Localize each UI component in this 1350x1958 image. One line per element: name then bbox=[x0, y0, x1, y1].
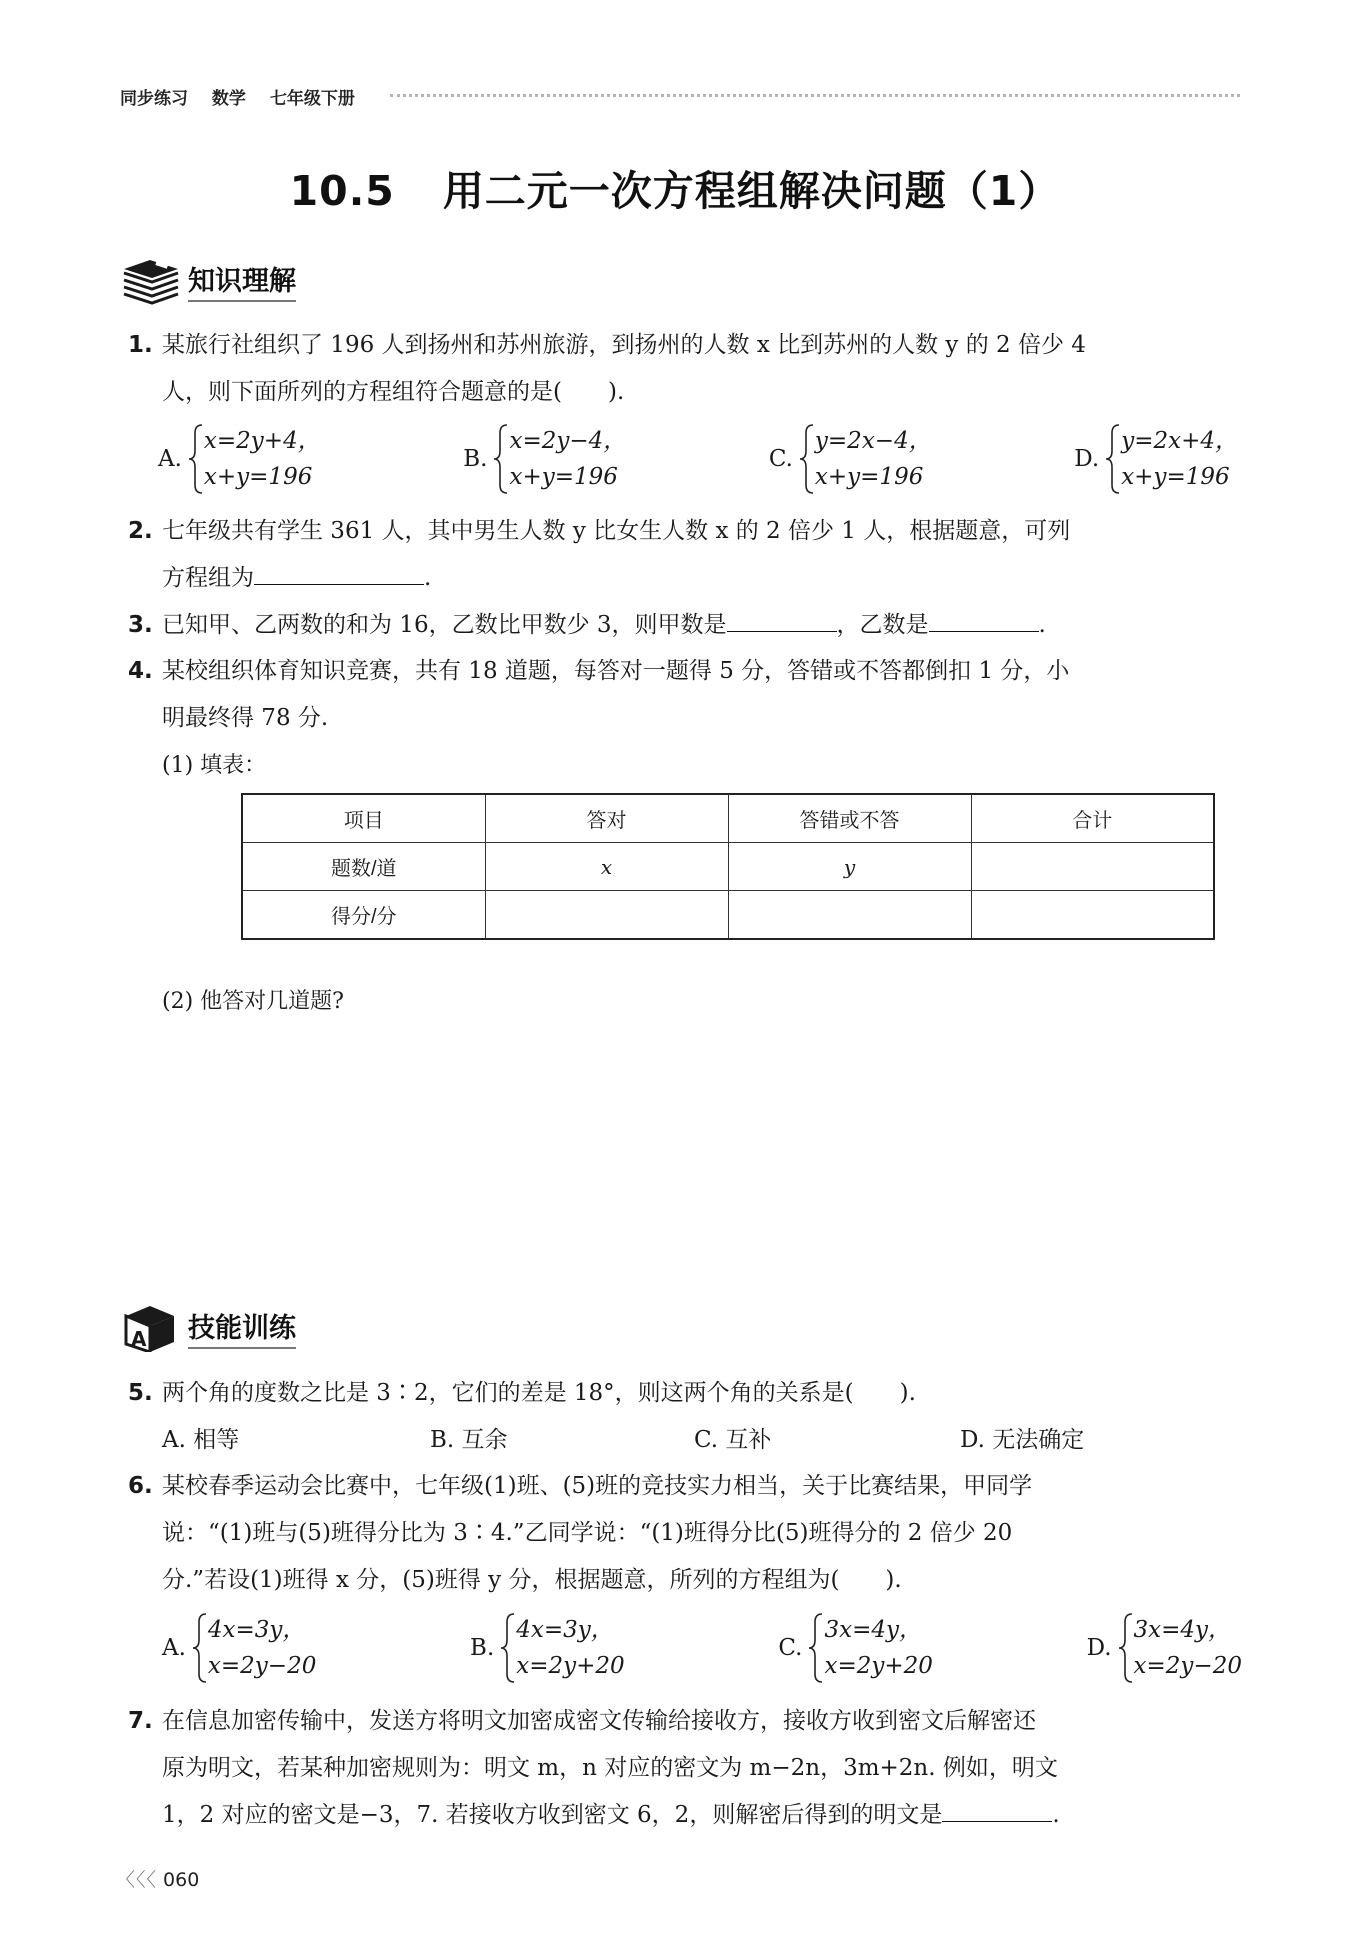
section-label-skills: 技能训练 bbox=[188, 1306, 296, 1349]
question-text: 原为明文，若某种加密规则为：明文 m，n 对应的密文为 m−2n，3m+2n. 例如，明文 bbox=[162, 1755, 1058, 1781]
question-5-options bbox=[162, 1417, 1242, 1464]
question-4 bbox=[128, 648, 1248, 789]
option-letter: B. bbox=[463, 446, 488, 472]
section-label-knowledge: 知识理解 bbox=[188, 259, 296, 302]
sub-question-1: (1) 填表： bbox=[162, 753, 267, 778]
period: . bbox=[1052, 1802, 1060, 1828]
option-letter: A. bbox=[162, 1635, 186, 1661]
chevrons-left-icon: 〈〈〈 bbox=[116, 1869, 158, 1891]
equation-2: x=2y+20 bbox=[824, 1653, 933, 1679]
table-cell: 得分/分 bbox=[242, 891, 485, 940]
equation-1: x=2y−4， bbox=[509, 428, 627, 454]
header-subject: 数学 bbox=[211, 89, 246, 109]
score-table bbox=[241, 793, 1215, 940]
question-text: 两个角的度数之比是 3∶2，它们的差是 18°，则这两个角的关系是( ). bbox=[162, 1380, 916, 1406]
question-number: 4. bbox=[128, 658, 153, 684]
option-letter: C. bbox=[778, 1635, 803, 1661]
question-text: 分.”若设(1)班得 x 分，(5)班得 y 分，根据题意，所列的方程组为( ). bbox=[162, 1567, 902, 1593]
table-cell: y bbox=[728, 843, 971, 891]
question-number: 3. bbox=[128, 612, 153, 638]
option-b[interactable] bbox=[470, 1612, 625, 1684]
question-number: 2. bbox=[128, 518, 153, 544]
answer-blank[interactable] bbox=[254, 558, 424, 585]
question-1 bbox=[128, 322, 1248, 416]
question-5 bbox=[128, 1370, 1248, 1417]
option-d[interactable] bbox=[1087, 1612, 1242, 1684]
header-grade: 七年级下册 bbox=[269, 89, 355, 109]
question-text: ，乙数是 bbox=[836, 612, 929, 638]
equation-1: y=2x+4， bbox=[1121, 428, 1238, 454]
equation-1: 3x=4y， bbox=[1133, 1617, 1232, 1643]
question-text: 在信息加密传输中，发送方将明文加密成密文传输给接收方，接收方收到密文后解密还 bbox=[162, 1708, 1036, 1734]
option-letter: D. bbox=[1074, 446, 1100, 472]
question-3 bbox=[128, 602, 1248, 649]
equation-2: x+y=196 bbox=[814, 464, 924, 490]
running-header bbox=[120, 84, 373, 109]
section-heading-skills bbox=[120, 1302, 296, 1352]
question-text: 明最终得 78 分. bbox=[162, 705, 329, 731]
equation-1: y=2x−4， bbox=[814, 428, 932, 454]
question-number: 6. bbox=[128, 1473, 153, 1499]
equation-1: 3x=4y， bbox=[824, 1617, 922, 1643]
table-cell-input[interactable] bbox=[485, 891, 728, 940]
equation-2: x+y=196 bbox=[1121, 464, 1230, 490]
table-header: 项目 bbox=[242, 794, 485, 843]
question-text: 某旅行社组织了 196 人到扬州和苏州旅游，到扬州的人数 x 比到苏州的人数 y 的 2 倍少 4 bbox=[162, 332, 1086, 358]
option-c[interactable]: C. 互补 bbox=[694, 1427, 772, 1453]
title-text: 用二元一次方程组解决问题（1） bbox=[442, 167, 1061, 215]
table-cell-input[interactable] bbox=[971, 843, 1214, 891]
question-6-options bbox=[162, 1612, 1242, 1684]
option-letter: B. bbox=[470, 1635, 495, 1661]
brace-icon bbox=[500, 1612, 516, 1684]
answer-blank[interactable] bbox=[942, 1795, 1052, 1822]
equation-2: x=2y−20 bbox=[1133, 1653, 1242, 1679]
table-row bbox=[242, 843, 1214, 891]
table-header-row bbox=[242, 794, 1214, 843]
period: . bbox=[1038, 612, 1046, 638]
question-1-options bbox=[158, 423, 1238, 495]
brace-icon bbox=[192, 1612, 208, 1684]
question-text: 说：“(1)班与(5)班得分比为 3∶4.”乙同学说：“(1)班得分比(5)班得分的 2 倍少 20 bbox=[162, 1520, 1013, 1546]
question-text: 1，2 对应的密文是−3，7. 若接收方收到密文 6，2，则解密后得到的明文是 bbox=[162, 1802, 943, 1828]
header-dotted-rule bbox=[390, 94, 1240, 97]
equation-2: x+y=196 bbox=[203, 464, 313, 490]
section-number: 10.5 bbox=[289, 167, 395, 215]
table-cell: x bbox=[485, 843, 728, 891]
option-b[interactable]: B. 互余 bbox=[430, 1427, 508, 1453]
table-row bbox=[242, 891, 1214, 940]
option-letter: D. bbox=[1086, 1635, 1112, 1661]
option-letter: A. bbox=[158, 446, 182, 472]
table-header: 答错或不答 bbox=[728, 794, 971, 843]
equation-1: 4x=3y， bbox=[516, 1617, 614, 1643]
cube-letter: A bbox=[131, 1327, 147, 1351]
option-c[interactable] bbox=[769, 423, 932, 495]
option-b[interactable] bbox=[463, 423, 626, 495]
equation-1: 4x=3y， bbox=[207, 1617, 306, 1643]
equation-1: x=2y+4， bbox=[203, 428, 321, 454]
page-number: 060 bbox=[163, 1869, 200, 1891]
cube-a-icon bbox=[120, 1302, 182, 1352]
equation-2: x=2y+20 bbox=[516, 1653, 625, 1679]
brace-icon bbox=[808, 1612, 824, 1684]
brace-icon bbox=[493, 423, 509, 495]
brace-icon bbox=[1118, 1612, 1134, 1684]
equation-2: x+y=196 bbox=[509, 464, 618, 490]
brace-icon bbox=[1105, 423, 1121, 495]
question-6 bbox=[128, 1463, 1248, 1604]
option-letter: C. bbox=[768, 446, 793, 472]
option-a[interactable] bbox=[158, 423, 321, 495]
table-cell: 题数/道 bbox=[242, 843, 485, 891]
page-title bbox=[0, 158, 1350, 217]
question-number: 7. bbox=[128, 1708, 153, 1734]
answer-blank-a[interactable] bbox=[727, 605, 837, 632]
question-number: 1. bbox=[128, 332, 153, 358]
option-d[interactable] bbox=[1074, 423, 1238, 495]
table-header: 合计 bbox=[971, 794, 1214, 843]
question-text: 已知甲、乙两数的和为 16，乙数比甲数少 3，则甲数是 bbox=[162, 612, 727, 638]
header-series: 同步练习 bbox=[120, 89, 188, 109]
question-1-line-1 bbox=[128, 322, 1248, 369]
page-footer bbox=[116, 1865, 199, 1892]
question-text: 某校春季运动会比赛中，七年级(1)班、(5)班的竞技实力相当，关于比赛结果，甲同学 bbox=[162, 1473, 1033, 1499]
question-text: 七年级共有学生 361 人，其中男生人数 y 比女生人数 x 的 2 倍少 1 人，根据题意，可列 bbox=[162, 518, 1071, 544]
equation-2: x=2y−20 bbox=[207, 1653, 317, 1679]
question-1-line-2: 人，则下面所列的方程组符合题意的是( ). bbox=[162, 379, 625, 405]
answer-blank-b[interactable] bbox=[929, 605, 1039, 632]
question-number: 5. bbox=[128, 1380, 153, 1406]
table-header: 答对 bbox=[485, 794, 728, 843]
question-text: 某校组织体育知识竞赛，共有 18 道题，每答对一题得 5 分，答错或不答都倒扣 1 分，小 bbox=[162, 658, 1070, 684]
brace-icon bbox=[799, 423, 815, 495]
sub-question-2: (2) 他答对几道题? bbox=[162, 989, 344, 1014]
option-a[interactable] bbox=[162, 1612, 316, 1684]
section-heading-knowledge bbox=[120, 255, 296, 305]
period: . bbox=[424, 565, 432, 591]
question-text: 方程组为 bbox=[162, 565, 254, 591]
option-a[interactable]: A. 相等 bbox=[162, 1427, 240, 1453]
question-2 bbox=[128, 508, 1248, 602]
books-stack-icon bbox=[120, 255, 182, 305]
table-cell-input[interactable] bbox=[971, 891, 1214, 940]
question-7 bbox=[128, 1698, 1248, 1839]
table-cell-input[interactable] bbox=[728, 891, 971, 940]
option-d[interactable]: D. 无法确定 bbox=[960, 1427, 1085, 1453]
brace-icon bbox=[188, 423, 204, 495]
option-c[interactable] bbox=[778, 1612, 933, 1684]
